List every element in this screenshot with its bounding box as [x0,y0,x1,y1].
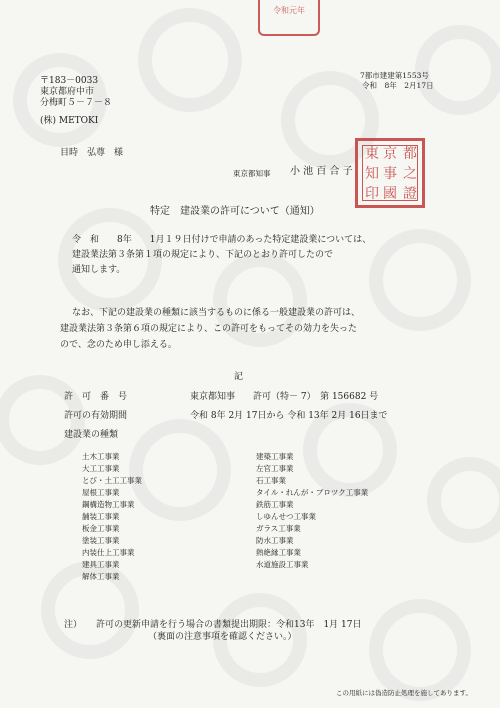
type-right-item: しゆんせつ工事業 [256,512,316,521]
seal-char: 京 [383,146,397,162]
paragraph1-line1: 令 和 8年 1月１９日付けで申請のあった特定建設業については、 [72,235,372,245]
document-number: 7都市建建第1553号 [360,71,429,80]
recipient-person: 目時 弘尊 様 [60,148,124,158]
governor-official-seal [355,138,425,208]
seal-char: 東 [365,146,379,162]
type-right-item: 石工事業 [256,476,286,485]
type-right-item: 鉄筋工事業 [256,500,294,509]
type-left-item: 内装仕上工事業 [82,548,135,557]
type-left-item: 解体工事業 [82,572,120,581]
type-left-item: 土木工事業 [82,452,120,461]
recipient-company: (株) METOKI [40,116,99,126]
type-left-item: 塗装工事業 [82,536,120,545]
seal-char: 事 [383,166,397,182]
type-right-item: 水道施設工事業 [256,560,309,569]
permit-number-value: 東京都知事 許可（特－ 7） 第 156682 号 [190,392,379,402]
type-left-item: 屋根工事業 [82,488,120,497]
type-left-item: 鋼構造物工事業 [82,500,135,509]
permit-period-label: 許可の有効期間 [64,411,128,421]
type-left-item: 建具工事業 [82,560,120,569]
seal-char: 都 [403,146,417,162]
type-right-item: 熱絶縁工事業 [256,548,301,557]
type-left-item: とび・土工工事業 [82,476,142,485]
construction-types-label: 建設業の種類 [64,430,119,440]
seal-char: 證 [403,186,417,202]
type-right-item: 防水工事業 [256,536,294,545]
permit-number-label: 許 可 番 号 [64,392,128,402]
type-right-item: ガラス工事業 [256,524,301,533]
ki-heading: 記 [234,372,244,382]
note-line1: 許可の更新申請を行う場合の書類提出期限：令和13年 1月 17日 [96,620,362,630]
note-label: 注） [64,620,83,630]
document-date: 令和 8年 2月17日 [362,81,434,90]
type-left-item: 舗装工事業 [82,512,120,521]
top-seal-text: 令和元年 [273,6,305,15]
permit-period-value: 令和 8年 2月 17日から 令和 13年 2月 16日まで [190,411,388,421]
recipient-postal-code: 〒183－0033 [40,76,99,86]
seal-char: 知 [365,166,379,182]
type-left-item: 大工工事業 [82,464,120,473]
seal-char: 國 [383,186,397,202]
recipient-address-line1: 東京都府中市 [40,87,95,97]
note-line2: （裏面の注意事項を確認ください。） [148,632,297,642]
document-title: 特定 建設業の許可について（通知） [150,206,320,217]
sender-role: 東京都知事 [233,169,271,178]
type-left-item: 板金工事業 [82,524,120,533]
type-right-item: 建築工事業 [256,452,294,461]
recipient-address-line2: 分梅町５－７－８ [40,98,113,108]
seal-char: 印 [365,186,379,202]
paragraph1-line2: 建設業法第３条第１項の規定により、下記のとおり許可したので [72,250,334,260]
paragraph1-line3: 通知します。 [72,265,126,275]
paragraph2-line2: 建設業法第３条第６項の規定により、この許可をもってその効力を失った [60,324,358,334]
paragraph2-line3: ので、念のため申し添える。 [60,340,177,350]
anti-forgery-footer: この用紙には偽造防止処理を施してあります。 [336,689,472,697]
sender-name: 小 池 百 合 子 [290,166,353,177]
type-right-item: タイル・れんが・ブロツク工事業 [256,488,369,497]
paragraph2-line1: なお、下記の建設業の種類に該当するものに係る一般建設業の許可は、 [72,308,361,318]
seal-char: 之 [403,166,417,182]
type-right-item: 左官工事業 [256,464,294,473]
top-seal-stamp [258,0,320,36]
